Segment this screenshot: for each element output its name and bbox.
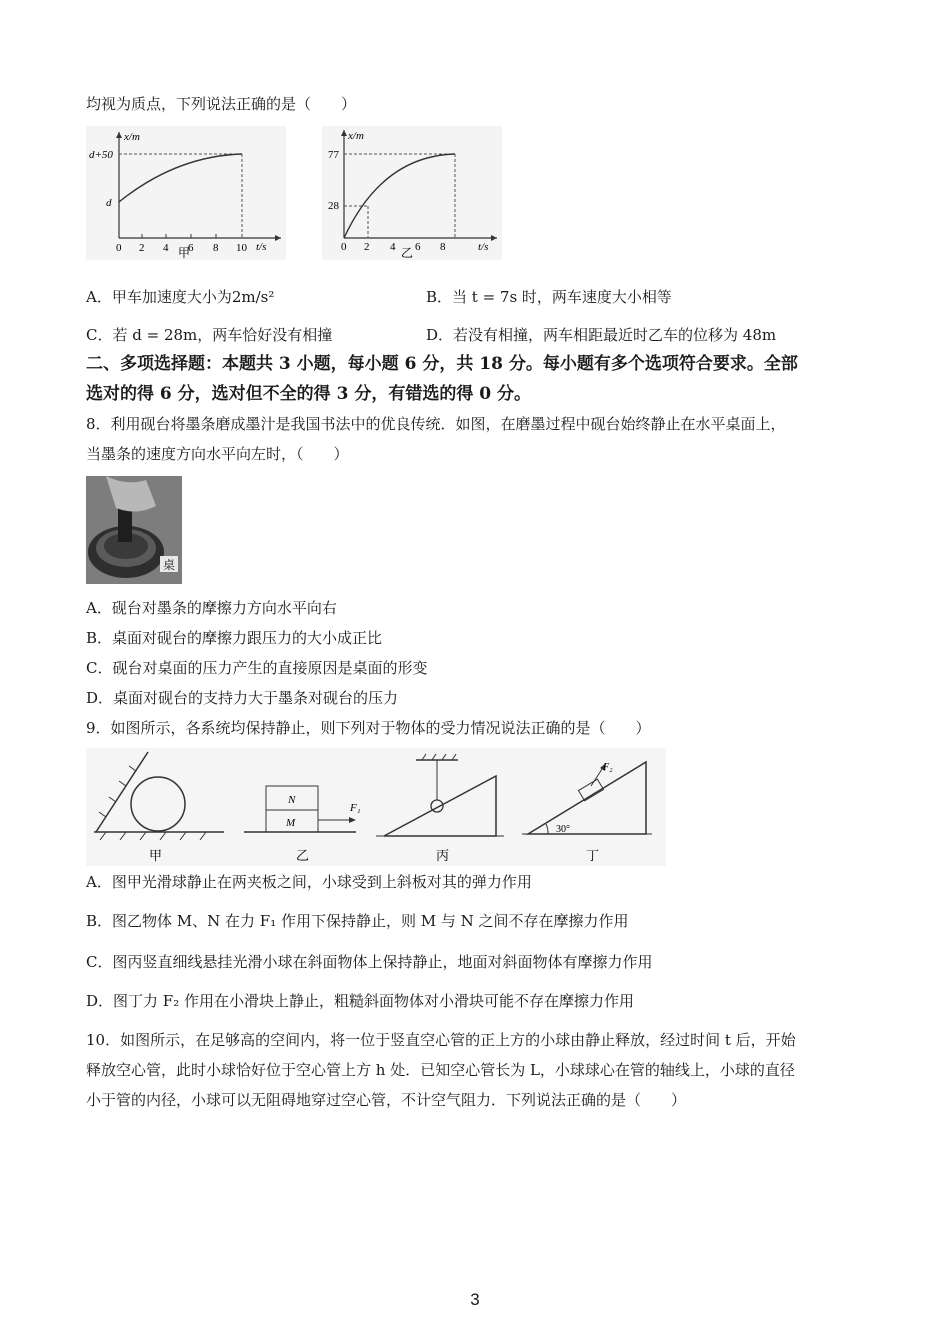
q9-option-d: D．图丁力 F₂ 作用在小滑块上静止，粗糙斜面物体对小滑块可能不存在摩擦力作用 (86, 992, 634, 1010)
fig-f2-label: F₂ (603, 762, 613, 773)
graph-yi-ytop: 77 (328, 149, 339, 161)
page-number: 3 (470, 1290, 480, 1309)
tick-8: 8 (440, 241, 446, 253)
tick-8: 8 (213, 242, 219, 254)
fig-bing-label: 丙 (436, 848, 450, 863)
graph-yi-ymid: 28 (328, 200, 339, 212)
graph-yi-yaxis: x/m (348, 130, 364, 142)
graph-jia-xaxis: t/s (256, 241, 267, 253)
graph-jia-ystart: d (106, 197, 112, 209)
graph-jia-caption: 甲 (178, 246, 191, 260)
tick-4: 4 (390, 241, 396, 253)
q7-intro: 均视为质点，下列说法正确的是（ ） (86, 95, 357, 113)
fig-jia-label: 甲 (149, 848, 163, 863)
fig-yi-label: 乙 (296, 848, 310, 863)
q10-stem-line2: 释放空心管，此时小球恰好位于空心管上方 h 处．已知空心管长为 L，小球球心在管的轴线上，小球的直径 (86, 1061, 795, 1079)
fig-n-label: N (288, 794, 296, 806)
graph-jia-ytop: d+50 (89, 149, 113, 161)
fig-f1-label: F₁ (350, 802, 361, 814)
q8-stem-line1: 8．利用砚台将墨条磨成墨汁是我国书法中的优良传统．如图，在磨墨过程中砚台始终静止在水平桌面上， (86, 415, 786, 433)
tick-4: 4 (163, 242, 169, 254)
q8-option-a: A．砚台对墨条的摩擦力方向水平向右 (86, 599, 337, 617)
q10-stem-line1: 10．如图所示，在足够高的空间内，将一位于竖直空心管的正上方的小球由静止释放，经过时间 t 后，开始 (86, 1031, 796, 1049)
q7-option-a: A．甲车加速度大小为2m/s² (86, 288, 275, 306)
graph-yi-caption: 乙 (401, 246, 414, 260)
fig-angle-label: 30° (556, 824, 570, 835)
tick-0: 0 (116, 242, 122, 254)
tick-2: 2 (364, 241, 370, 253)
photo-label: 桌 (163, 558, 176, 572)
section2-heading-line2: 选对的得 6 分，选对但不全的得 3 分，有错选的得 0 分。 (86, 384, 531, 404)
graph-yi-xaxis: t/s (478, 241, 489, 253)
q10-stem-line3: 小于管的内径，小球可以无阻碍地穿过空心管，不计空气阻力．下列说法正确的是（ ） (86, 1091, 687, 1109)
q8-stem-line2: 当墨条的速度方向水平向左时，（ ） (86, 445, 349, 463)
graph-jia (86, 126, 286, 260)
tick-10: 10 (236, 242, 247, 254)
q8-option-c: C．砚台对桌面的压力产生的直接原因是桌面的形变 (86, 659, 428, 677)
q9-option-b: B．图乙物体 M、N 在力 F₁ 作用下保持静止，则 M 与 N 之间不存在摩擦力作用 (86, 912, 629, 930)
tick-6: 6 (415, 241, 421, 253)
q8-option-d: D．桌面对砚台的支持力大于墨条对砚台的压力 (86, 689, 399, 707)
tick-2: 2 (139, 242, 145, 254)
section2-heading-line1: 二、多项选择题：本题共 3 小题，每小题 6 分，共 18 分。每小题有多个选项符合要求。全部 (86, 354, 798, 374)
q9-stem: 9．如图所示，各系统均保持静止，则下列对于物体的受力情况说法正确的是（ ） (86, 719, 651, 737)
fig-ding-label: 丁 (586, 848, 600, 863)
tick-0: 0 (341, 241, 347, 253)
q9-option-a: A．图甲光滑球静止在两夹板之间，小球受到上斜板对其的弹力作用 (86, 873, 532, 891)
q8-option-b: B．桌面对砚台的摩擦力跟压力的大小成正比 (86, 629, 383, 647)
tick-6: 6 (188, 242, 194, 254)
graph-yi (322, 126, 502, 260)
q7-option-d: D．若没有相撞，两车相距最近时乙车的位移为 48m (426, 326, 777, 344)
q7-option-b: B．当 t = 7s 时，两车速度大小相等 (426, 288, 672, 306)
q7-option-c: C．若 d = 28m，两车恰好没有相撞 (86, 326, 333, 344)
q9-option-c: C．图丙竖直细线悬挂光滑小球在斜面物体上保持静止，地面对斜面物体有摩擦力作用 (86, 953, 653, 971)
fig-m-label: M (286, 817, 296, 829)
q9-figures (86, 748, 666, 866)
graph-jia-yaxis: x/m (124, 131, 140, 143)
inkstone-photo (86, 476, 182, 584)
